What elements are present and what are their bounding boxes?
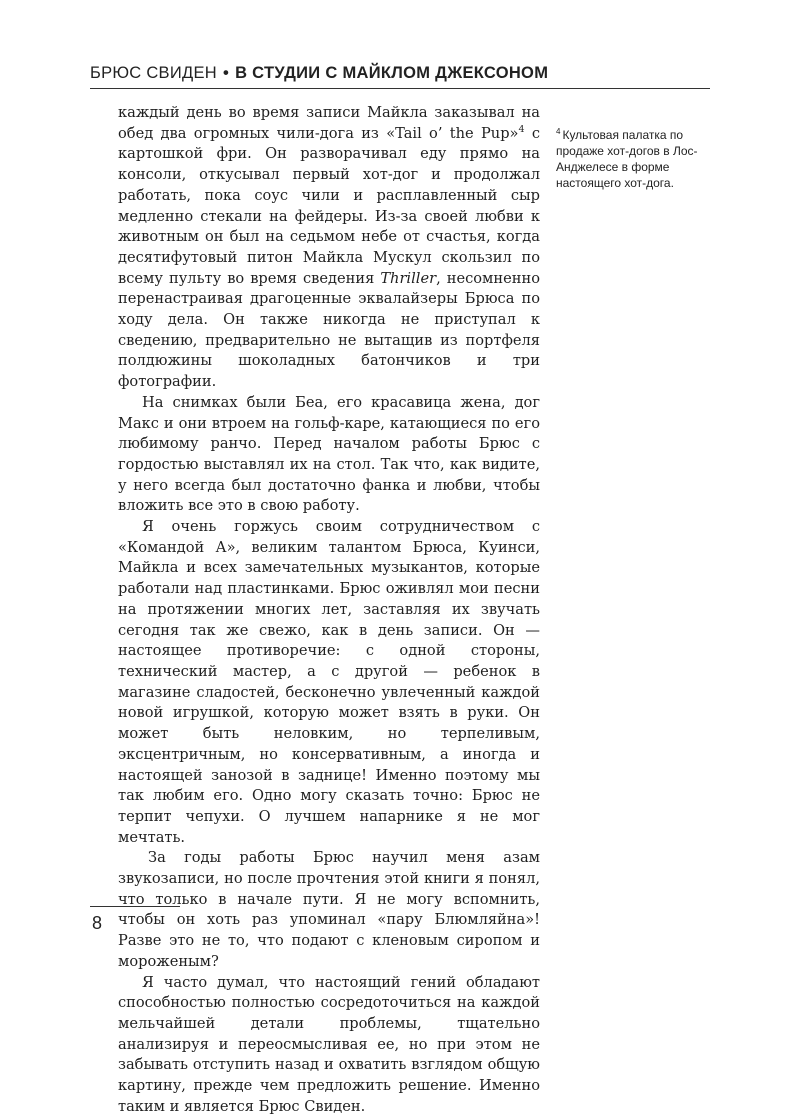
- margin-note-text: Культовая палатка по продаже хот-догов в Лос-Анджелесе в форме настоящего хот-дога.: [556, 128, 698, 190]
- running-head-bullet: •: [223, 64, 230, 82]
- paragraph-3: Я очень горжусь своим сотрудничеством с «Командой А», великим талантом Брюса, Куинси, Майкла и всех замечательных музыкантов, которые работали над пластинками. Брюс оживлял мои песни на протяжении многих лет, заставляя их звучать сегодня так же свежо, как в день записи. Он — настоящее противоречие: с одной стороны, технический мастер, а с другой — ребенок в магазине сладостей, бесконечно увлеченный каждой новой игрушкой, которую может взять в руки. Он может быть неловким, но терпеливым, эксцентричным, но консервативным, а иногда и настоящей занозой в заднице! Именно поэтому мы так любим его. Одно могу сказать точно: Брюс не терпит чепухи. О лучшем напарнике я не мог мечтать.: [118, 518, 540, 846]
- paragraph-2: На снимках были Беа, его красавица жена, дог Макс и они втроем на гольф-каре, катающиеся по его любимому ранчо. Перед началом работы Брюс с гордостью выставлял их на стол. Так что, как видите, у него всегда был достаточно фанка и любви, чтобы вложить все это в свою работу.: [118, 393, 540, 515]
- margin-note-number: 4: [556, 127, 561, 136]
- running-head-book-title: В СТУДИИ С МАЙКЛОМ ДЖЕКСОНОМ: [235, 64, 549, 82]
- paragraph-1: [118, 103, 540, 393]
- paragraph-5: Я часто думал, что настоящий гений обладают способностью полностью сосредоточиться на каждой мельчайшей детали проблемы, тщательно анализируя и переосмысливая ее, но при этом не забывать отступить назад и охватить взглядом общую картину, прежде чем предложить решение. Именно таким и является Брюс Свиден.: [118, 973, 540, 1115]
- margin-note: [556, 127, 716, 191]
- header-rule: [90, 88, 710, 89]
- paragraph-1-text-start: каждый день во время записи Майкла заказывал на обед два огромных чили-дога из «Tail o’ the Pup»: [118, 104, 540, 142]
- album-title-thriller: Thriller: [380, 269, 437, 287]
- page-number: 8: [92, 913, 103, 933]
- paragraph-4: За годы работы Брюс научил меня азам звукозаписи, но после прочтения этой книги я понял, что только в начале пути. Я не могу вспомнить, чтобы он хоть раз упоминал «пару Блюмляйна»! Разве это не то, что подают с кленовым сиропом и мороженым?: [118, 849, 540, 970]
- running-head-author: БРЮС СВИДЕН: [90, 64, 217, 82]
- main-text-column: [118, 103, 540, 1117]
- footnote-reference[interactable]: 4: [518, 123, 525, 135]
- paragraph-1-text-middle: с картошкой фри. Он разворачивал еду прямо на консоли, откусывал первый хот-дог и продолжал работать, пока соус чили и расплавленный сыр медленно стекали на фейдеры. Из-за своей любви к животным он был на седьмом небе от счастья, когда десятифутовый питон Майкла Мускул скользил по всему пульту во время сведения: [118, 124, 541, 287]
- running-head: [90, 64, 690, 83]
- footer-rule: [90, 906, 180, 907]
- paragraph-1-text-end: , несомненно перенастраивая драгоценные эквалайзеры Брюса по ходу дела. Он также никогда не приступал к сведению, предварительно не вытащив из портфеля полдюжины шоколадных батончиков и три фотографии.: [118, 269, 540, 391]
